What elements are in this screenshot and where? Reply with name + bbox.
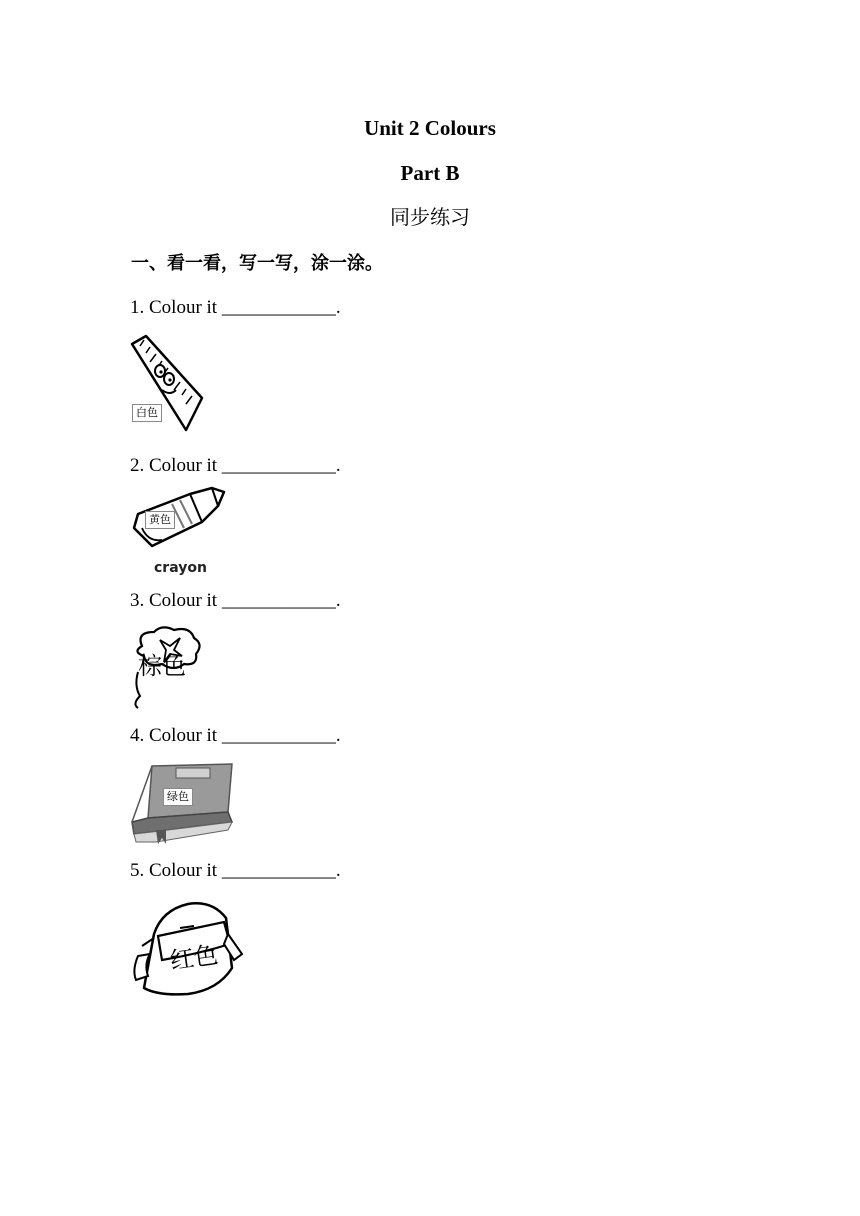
color-label-5: 红色 xyxy=(168,940,220,976)
color-label-4: 绿色 xyxy=(163,788,193,806)
question-2: 2. Colour it ____________. xyxy=(130,455,341,476)
book-icon xyxy=(128,760,238,846)
question-3: 3. Colour it ____________. xyxy=(130,590,341,611)
eraser-icon xyxy=(128,624,208,710)
crayon-icon xyxy=(128,484,228,576)
question-1: 1. Colour it ____________. xyxy=(130,297,341,318)
question-5: 5. Colour it ____________. xyxy=(130,860,341,881)
crayon-caption: crayon xyxy=(154,560,207,576)
page-subtitle: 同步练习 xyxy=(390,205,470,229)
page-title: Unit 2 Colours xyxy=(364,116,496,140)
page-part: Part B xyxy=(400,161,460,185)
schoolbag-icon xyxy=(128,898,248,1002)
color-label-3: 棕色 xyxy=(138,652,186,680)
ruler-icon xyxy=(128,334,208,434)
color-label-2: 黄色 xyxy=(145,511,175,529)
color-label-1: 白色 xyxy=(132,404,162,422)
question-4: 4. Colour it ____________. xyxy=(130,725,341,746)
section-heading: 一、看一看，写一写，涂一涂。 xyxy=(131,253,383,274)
